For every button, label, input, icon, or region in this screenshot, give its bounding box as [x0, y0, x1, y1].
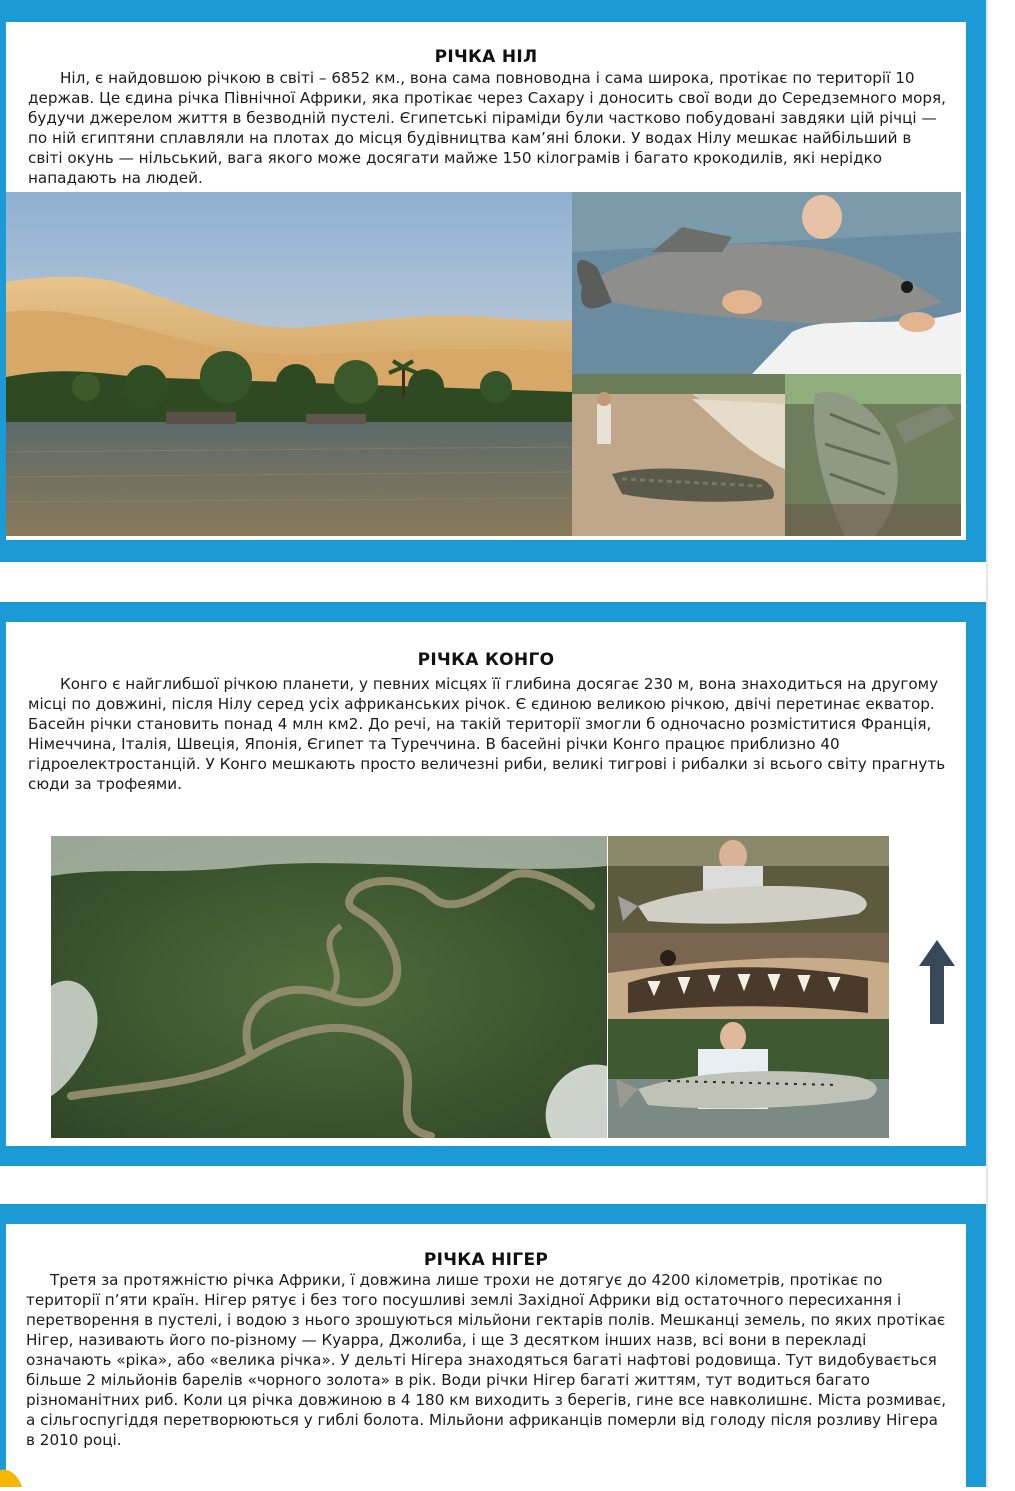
emoji-sticker-icon	[0, 1466, 28, 1487]
slide-niger-content	[6, 1224, 966, 1487]
section-title-nile: РІЧКА НІЛ	[434, 47, 538, 67]
paragraph: Басейн річки становить понад 4 млн км2. До речі, на такій території змогли б одночасно розміститися Франція, Німеччина, Італія, Швеція, Японія, Єгипет та Туреччина. В басейні річки Конго працює приблизно 40 гідроелектростанцій. У Конго мешкають просто величезні риби, великі тигрові і рибалки зі всього світу прагнуть сюди за трофеями.	[28, 715, 946, 793]
congo-tigerfish-teeth-photo	[608, 933, 889, 1019]
arrow-up-icon[interactable]	[916, 938, 958, 1026]
congo-tigerfish-photo-2	[608, 1019, 889, 1138]
nile-perch-photo	[572, 192, 961, 374]
section-text-niger	[26, 1270, 951, 1450]
section-title-niger: РІЧКА НІГЕР	[423, 1250, 549, 1270]
slide-congo	[0, 602, 986, 1166]
scrollbar-track[interactable]	[986, 0, 988, 1487]
section-text-congo	[28, 674, 948, 794]
nile-crocodile-photo-1	[572, 374, 785, 536]
paragraph: Ніл, є найдовшою річкою в світі – 6852 км., вона сама повноводна і сама широка, протікає по території 10 держав. Це єдина річка Північної Африки, яка протікає через Сахару і доносить свої води до Середземного моря, будучи джерелом життя в безводній пустелі. Єгипетські піраміди були частково побудовані завдяки цій річці — по ній єгиптяни сплавляли на плотах до місця будівництва кам’яні блоки. У водах Нілу мешкає найбільший в світі окунь — нільський, вага якого може досягати майже 150 кілограмів і багато крокодилів, які нерідко нападають на людей.	[28, 69, 946, 187]
slide-nile	[0, 0, 986, 562]
nile-desert-photo	[6, 192, 572, 536]
slide-niger	[0, 1204, 986, 1487]
nile-crocodile-photo-2	[785, 374, 961, 536]
paragraph: Конго є найглибшої річкою планети, у певних місцях її глибина досягає 230 м, вона знаходиться на другому місці по довжині, після Нілу серед усіх африканських річок. Є єдиною великою річкою, двічі перетинає екватор.	[28, 675, 939, 713]
paragraph: Третя за протяжністю річка Африки, ї довжина лише трохи не дотягує до 4200 кілометрів, протікає по території п’яти країн. Нігер рятує і без того посушливі землі Західної Африки від остаточного пересихання і перетворення в пустелі, і водою з нього зрошуються мільйони гектарів полів. Мешканці земель, по яких протікає Нігер, називають його по-різному — Куарра, Джолиба, і ще 3 десятком інших назв, всі вони в перекладі означають «ріка», або «велика річка». У дельті Нігера знаходяться багаті нафтові родовища. Тут видобувається більше 2 мільйонів барелів «чорного золота» в рік. Води річки Нігер багаті життям, тут водиться багато різноманітних риб. Коли ця річка довжиною в 4 180 км виходить з берегів, гине все навколишнє. Міста розмиває, а сільгоспугіддя перетворюються у гиблі болота. Мільйони африканців померли від голоду після розливу Нігера в 2010 році.	[26, 1271, 947, 1449]
slide-nile-content	[6, 22, 966, 540]
slide-congo-content	[6, 622, 966, 1146]
congo-aerial-photo	[51, 836, 607, 1138]
page-margin	[986, 0, 1015, 1487]
section-title-congo: РІЧКА КОНГО	[417, 650, 555, 670]
congo-tigerfish-photo-1	[608, 836, 889, 933]
section-text-nile	[28, 68, 948, 188]
